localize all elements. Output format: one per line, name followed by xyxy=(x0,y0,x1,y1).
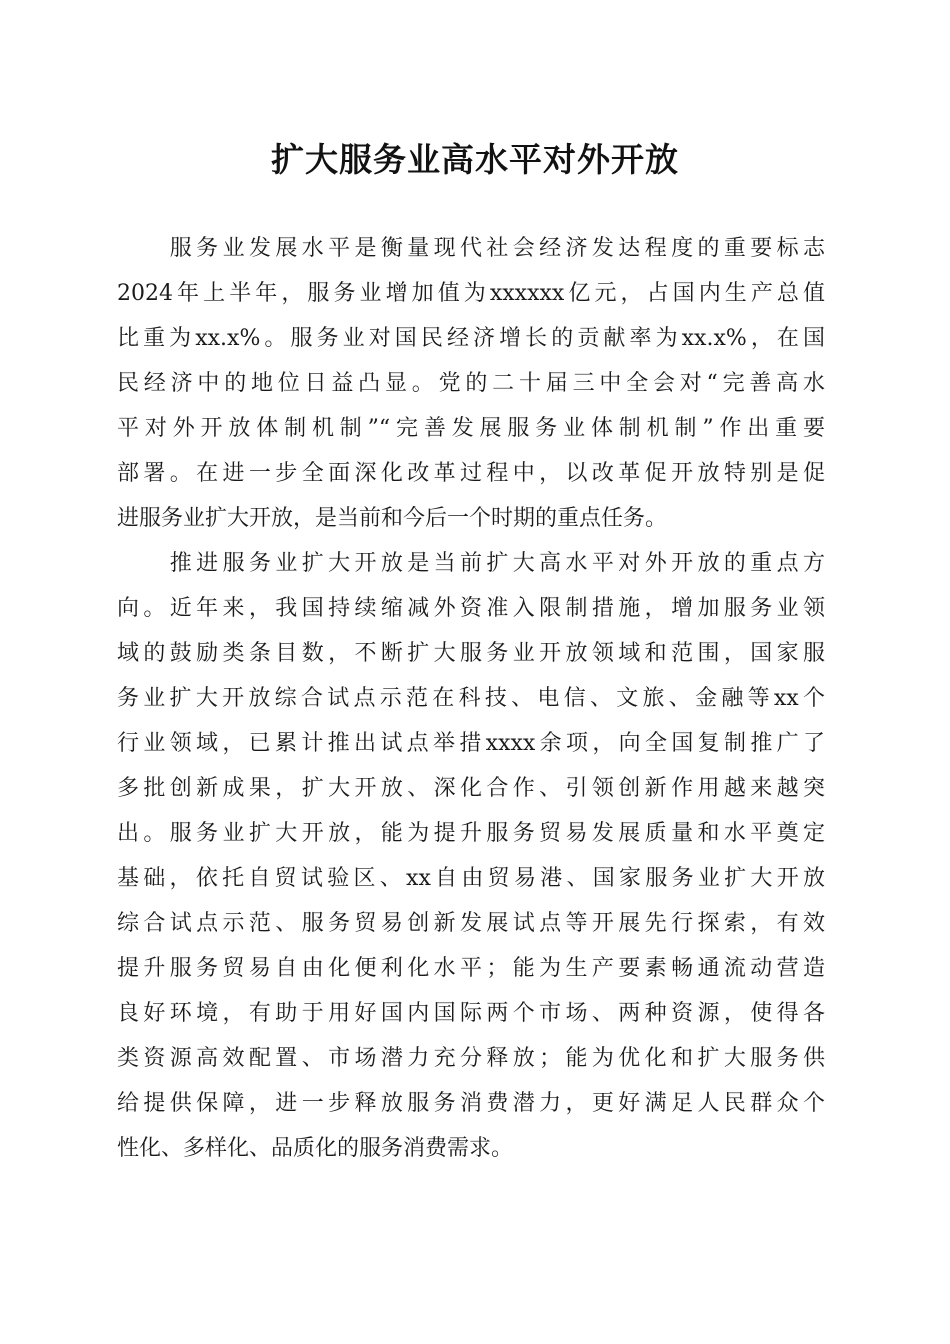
paragraph-2 xyxy=(117,541,825,1171)
paragraph-line: 进服务业扩大开放，是当前和今后一个时期的重点任务。 xyxy=(117,506,668,531)
paragraph-line: 性化、多样化、品质化的服务消费需求。 xyxy=(117,1136,514,1161)
paragraph-line: 给提供保障，进一步释放服务消费潜力，更好满足人民群众个 xyxy=(117,1091,825,1116)
paragraph-line: 基础，依托自贸试验区、xx自由贸易港、国家服务业扩大开放 xyxy=(117,866,825,891)
paragraph-line: 务业扩大开放综合试点示范在科技、电信、文旅、金融等xx个 xyxy=(117,686,825,711)
paragraph-line: 良好环境，有助于用好国内国际两个市场、两种资源，使得各 xyxy=(117,1001,825,1026)
paragraph-line: 比重为xx.x%。服务业对国民经济增长的贡献率为xx.x%，在国 xyxy=(117,326,825,351)
document-title: 扩大服务业高水平对外开放 xyxy=(271,140,679,179)
paragraph-line: 民经济中的地位日益凸显。党的二十届三中全会对“完善高水 xyxy=(117,371,825,396)
paragraph-line: 出。服务业扩大开放，能为提升服务贸易发展质量和水平奠定 xyxy=(117,821,825,846)
paragraph-line: 域的鼓励类条目数，不断扩大服务业开放领域和范围，国家服 xyxy=(117,641,825,666)
paragraph-1 xyxy=(117,226,825,541)
paragraph-line: 部署。在进一步全面深化改革过程中，以改革促开放特别是促 xyxy=(117,461,825,486)
paragraph-line: 平对外开放体制机制”“完善发展服务业体制机制”作出重要 xyxy=(117,416,825,441)
paragraph-line: 综合试点示范、服务贸易创新发展试点等开展先行探索，有效 xyxy=(117,911,825,936)
paragraph-line: 推进服务业扩大开放是当前扩大高水平对外开放的重点方 xyxy=(169,551,825,576)
paragraph-line: 2024年上半年，服务业增加值为xxxxxx亿元，占国内生产总值 xyxy=(117,281,825,306)
paragraph-line: 类资源高效配置、市场潜力充分释放；能为优化和扩大服务供 xyxy=(117,1046,825,1071)
document-body xyxy=(117,226,825,1171)
paragraph-line: 提升服务贸易自由化便利化水平；能为生产要素畅通流动营造 xyxy=(117,956,825,981)
paragraph-line: 向。近年来，我国持续缩减外资准入限制措施，增加服务业领 xyxy=(117,596,825,621)
paragraph-line: 服务业发展水平是衡量现代社会经济发达程度的重要标志 xyxy=(169,236,825,261)
paragraph-line: 行业领域，已累计推出试点举措xxxx余项，向全国复制推广了 xyxy=(117,731,825,756)
paragraph-line: 多批创新成果，扩大开放、深化合作、引领创新作用越来越突 xyxy=(117,776,825,801)
